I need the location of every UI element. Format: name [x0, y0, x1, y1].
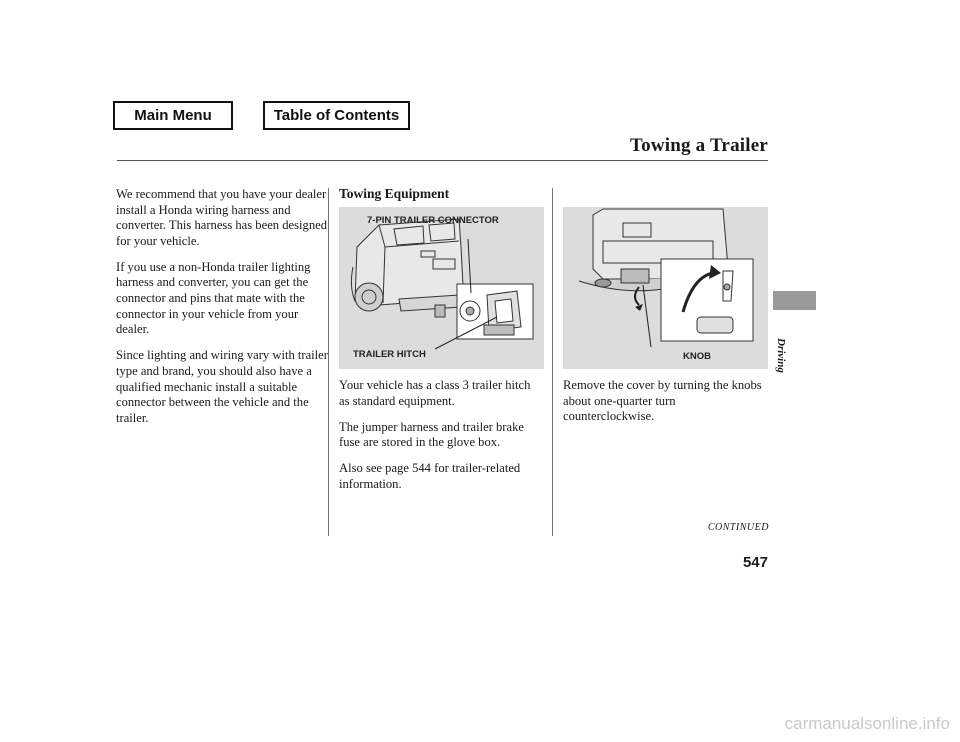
- trailer-hitch-illustration: [339, 207, 544, 369]
- section-tab: [773, 291, 816, 310]
- table-of-contents-button[interactable]: Table of Contents: [263, 101, 410, 130]
- connector-label: 7-PIN TRAILER CONNECTOR: [367, 215, 499, 226]
- title-divider: [117, 160, 768, 161]
- continued-label: CONTINUED: [707, 522, 769, 533]
- hitch-cover-diagram: [563, 207, 768, 369]
- paragraph: We recommend that you have your dealer install a Honda wiring harness and converter. This harness has been designed for your vehicle.: [116, 187, 328, 248]
- section-tab-label: Driving: [775, 338, 787, 373]
- main-menu-button[interactable]: Main Menu: [113, 101, 233, 130]
- column-3: [563, 378, 763, 435]
- suv-rear-illustration: [339, 207, 544, 369]
- knob-label: KNOB: [683, 351, 711, 362]
- column-divider: [552, 188, 553, 536]
- paragraph: Since lighting and wiring vary with trailer type and brand, you should also have a qualified mechanic install a suitable connector between the vehicle and the trailer.: [116, 348, 328, 425]
- column-divider: [328, 188, 329, 536]
- hitch-cover-illustration: [563, 207, 768, 369]
- paragraph: If you use a non-Honda trailer lighting harness and converter, you can get the connector and pins that mate with the connector in your vehicle from your dealer.: [116, 259, 311, 337]
- paragraph: Also see page 544 for trailer-related information.: [339, 461, 521, 491]
- section-heading: Towing Equipment: [339, 186, 450, 201]
- column-1: [116, 187, 328, 437]
- page-number: 547: [742, 554, 768, 571]
- paragraph: Remove the cover by turning the knobs about one-quarter turn counterclockwise.: [563, 378, 762, 424]
- paragraph: Your vehicle has a class 3 trailer hitch as standard equipment.: [339, 378, 531, 408]
- page-title: Towing a Trailer: [630, 135, 768, 156]
- watermark: carmanualsonline.info: [784, 714, 950, 733]
- hitch-label: TRAILER HITCH: [353, 349, 426, 360]
- paragraph: The jumper harness and trailer brake fuse are stored in the glove box.: [339, 419, 524, 450]
- column-2: [339, 378, 544, 503]
